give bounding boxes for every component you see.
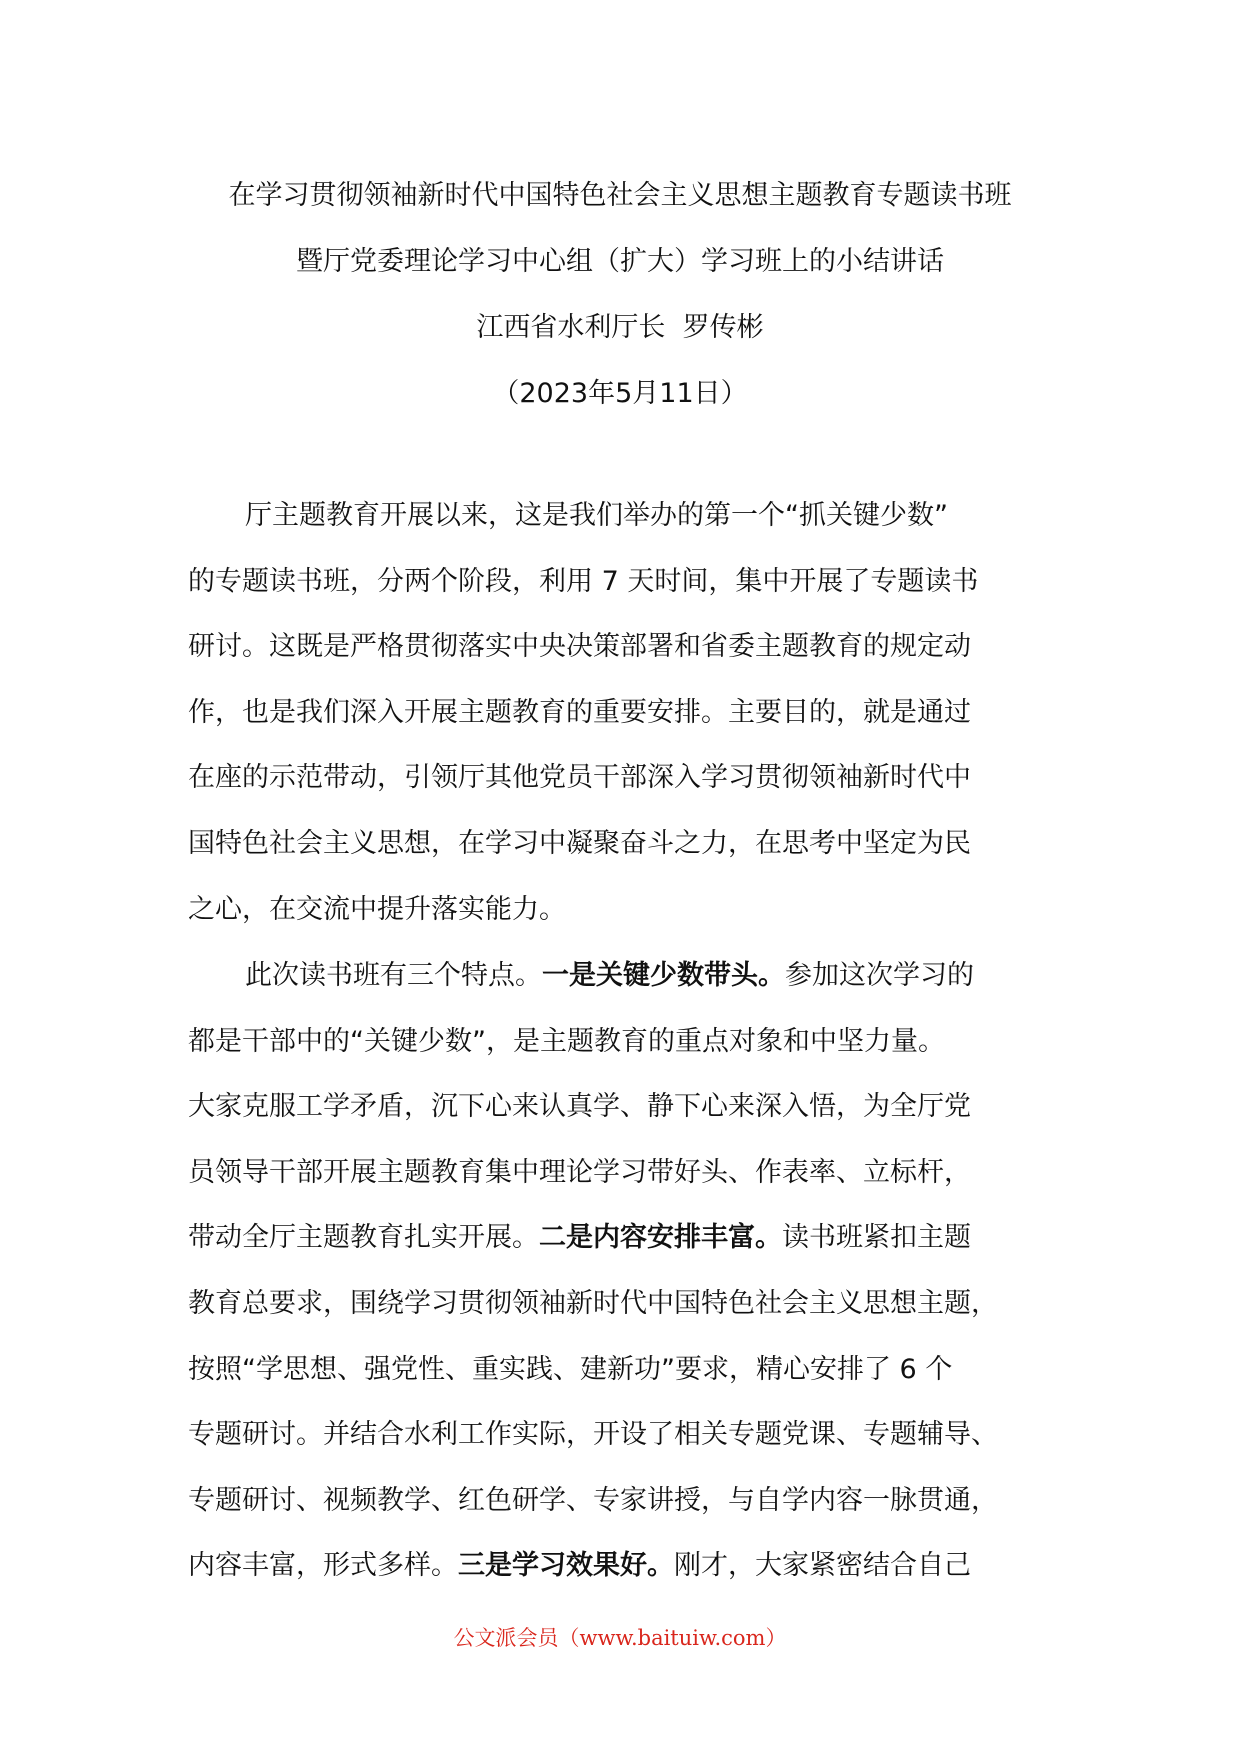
document-title-line-1: 在学习贯彻领袖新时代中国特色社会主义思想主题教育专题读书班 xyxy=(228,180,1012,211)
paragraph-1 xyxy=(188,483,1068,942)
paragraph-line: 之心，在交流中提升落实能力。 xyxy=(188,893,566,925)
paragraph-line: 专题研讨、视频教学、红色研学、专家讲授，与自学内容一脉贯通， xyxy=(188,1484,998,1516)
paragraph-text: 内容丰富，形式多样。 xyxy=(188,1550,458,1582)
paragraph-line xyxy=(188,1205,1068,1271)
paragraph-line: 都是干部中的“关键少数”，是主题教育的重点对象和中坚力量。 xyxy=(188,1025,945,1057)
paragraph-line: 大家克服工学矛盾，沉下心来认真学、静下心来深入悟，为全厅党 xyxy=(188,1091,971,1123)
point-three-heading: 三是学习效果好。 xyxy=(458,1550,674,1582)
paragraph-line: 在座的示范带动，引领厅其他党员干部深入学习贯彻领袖新时代中 xyxy=(188,762,971,794)
point-one-heading: 一是关键少数带头。 xyxy=(542,960,785,991)
document-title-line-2: 暨厅党委理论学习中心组（扩大）学习班上的小结讲话 xyxy=(296,246,944,277)
paragraph-line: 研讨。这既是严格贯彻落实中央决策部署和省委主题教育的规定动 xyxy=(188,631,971,663)
document-date: （2023年5月11日） xyxy=(492,378,748,409)
paragraph-line xyxy=(188,943,1068,1009)
paragraph-line: 教育总要求，围绕学习贯彻领袖新时代中国特色社会主义思想主题， xyxy=(188,1287,998,1319)
paragraph-line: 的专题读书班，分两个阶段，利用 7 天时间，集中开展了专题读书 xyxy=(188,565,979,597)
paragraph-text: 读书班紧扣主题 xyxy=(782,1222,971,1254)
paragraph-line: 专题研讨。并结合水利工作实际，开设了相关专题党课、专题辅导、 xyxy=(188,1419,998,1451)
paragraph-line: 按照“学思想、强党性、重实践、建新功”要求，精心安排了 6 个 xyxy=(188,1353,953,1385)
paragraph-text: 此次读书班有三个特点。 xyxy=(245,960,542,991)
point-two-heading: 二是内容安排丰富。 xyxy=(539,1222,782,1254)
paragraph-line: 员领导干部开展主题教育集中理论学习带好头、作表率、立标杆， xyxy=(188,1156,971,1188)
paragraph-text: 带动全厅主题教育扎实开展。 xyxy=(188,1222,539,1254)
paragraph-text: 刚才，大家紧密结合自己 xyxy=(674,1550,971,1582)
paragraph-2 xyxy=(188,943,1068,1599)
document-author: 江西省水利厅长 罗传彬 xyxy=(476,312,764,343)
paragraph-line: 厅主题教育开展以来，这是我们举办的第一个“抓关键少数” xyxy=(245,500,948,531)
paragraph-line: 国特色社会主义思想，在学习中凝聚奋斗之力，在思考中坚定为民 xyxy=(188,827,971,859)
paragraph-line: 作，也是我们深入开展主题教育的重要安排。主要目的，就是通过 xyxy=(188,696,971,728)
paragraph-line xyxy=(188,1533,1068,1599)
paragraph-text: 参加这次学习的 xyxy=(785,960,974,991)
footer-watermark: 公文派会员（www.baituiw.com） xyxy=(453,1626,787,1650)
